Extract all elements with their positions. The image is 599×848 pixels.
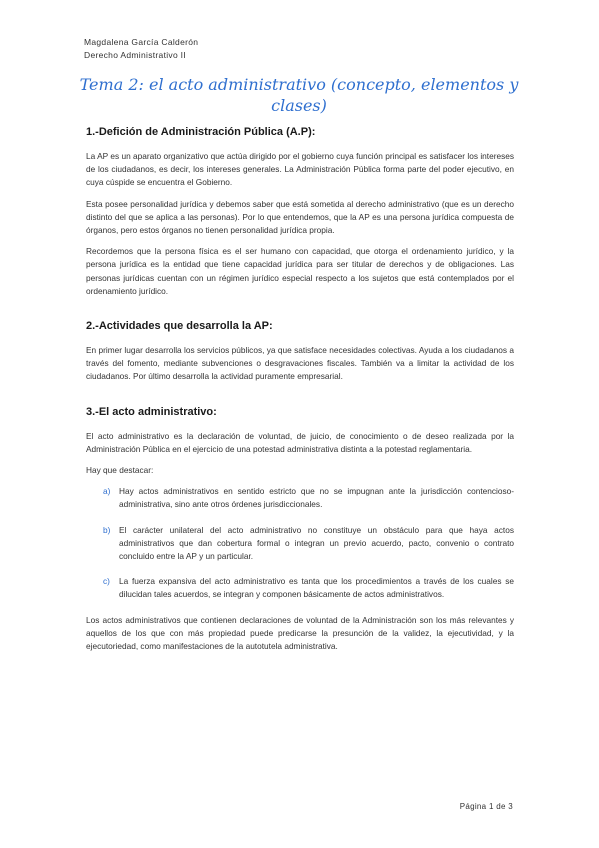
- list-item-text: La fuerza expansiva del acto administrativo es tanta que los procedimientos a través de los cuales se dilucidan tales acuerdos, se integran y componen básicamente de actos administrativos.: [119, 576, 514, 600]
- section-heading-3: 3.-El acto administrativo:: [86, 405, 217, 418]
- list-item: [86, 524, 514, 564]
- page-header: [84, 36, 198, 62]
- list-item-text: Hay actos administrativos en sentido estricto que no se impugnan ante la jurisdicción contencioso-administrativa, sino ante otros órdenes jurisdiccionales.: [119, 486, 514, 510]
- paragraph: Recordemos que la persona física es el ser humano con capacidad, que otorga el ordenamiento jurídico, y la persona jurídica es la entidad que tiene capacidad jurídica para ser titular de derechos y de obligaciones. Las personas jurídicas cuentan con un régimen jurídico especial respecto a los sujetos que está contemplados por el ordenamiento jurídico.: [86, 246, 514, 296]
- section-heading-1: 1.-Defición de Administración Pública (A.P):: [86, 126, 316, 138]
- paragraph: Esta posee personalidad jurídica y debemos saber que está sometida al derecho administrativo (que es un derecho distinto del que se aplica a las personas). Por lo que entendemos, que la AP es una persona jurídica compuesta de órganos, pero estos órganos no tienen personalidad jurídica propia.: [86, 198, 514, 236]
- page-number: Página 1 de 3: [459, 802, 513, 811]
- document-body: [86, 126, 514, 661]
- paragraph: Los actos administrativos que contienen declaraciones de voluntad de la Administración son los más relevantes y aquellos de los que con más propiedad puede predicarse la presunción de la validez, la ejecutividad, y la ejecutoriedad, como manifestaciones de la autotutela administrativa.: [86, 614, 514, 652]
- author-name: Magdalena García Calderón: [84, 37, 199, 47]
- lettered-list: [86, 485, 514, 601]
- paragraph: En primer lugar desarrolla los servicios públicos, ya que satisface necesidades colectivas. Ayuda a los ciudadanos a través del fomento, mediante subvenciones o desgravaciones fiscales. También va a limitar la actividad de los ciudadanos. Por último desarrolla la actividad puramente empresarial.: [86, 345, 514, 382]
- list-marker: b): [103, 524, 111, 535]
- list-marker: a): [103, 486, 111, 497]
- list-item: [86, 575, 514, 601]
- list-item: [86, 485, 514, 511]
- paragraph: La AP es un aparato organizativo que actúa dirigido por el gobierno cuya función principal es satisfacer los intereses de los ciudadanos, es decir, los intereses generales. La Administración Pública forma parte del poder ejecutivo, en cuya cúspide se encuentra el Gobierno.: [86, 151, 514, 188]
- section-heading-2: 2.-Actividades que desarrolla la AP:: [86, 320, 273, 333]
- paragraph: Hay que destacar:: [86, 465, 154, 476]
- subject-name: Derecho Administrativo II: [84, 50, 186, 60]
- document-title: Tema 2: el acto administrativo (concepto, elementos y clases): [79, 75, 519, 115]
- list-item-text: El carácter unilateral del acto administrativo no constituye un obstáculo para que haya actos administrativos que dan cobertura formal o integran un previo acuerdo, pacto, convenio o contrato concluido entre la AP y un particular.: [119, 524, 514, 562]
- paragraph: El acto administrativo es la declaración de voluntad, de juicio, de conocimiento o de deseo realizada por la Administración Pública en el ejercicio de una potestad administrativa distinta a la potestad reglamentaria.: [86, 430, 514, 454]
- list-marker: c): [103, 576, 110, 587]
